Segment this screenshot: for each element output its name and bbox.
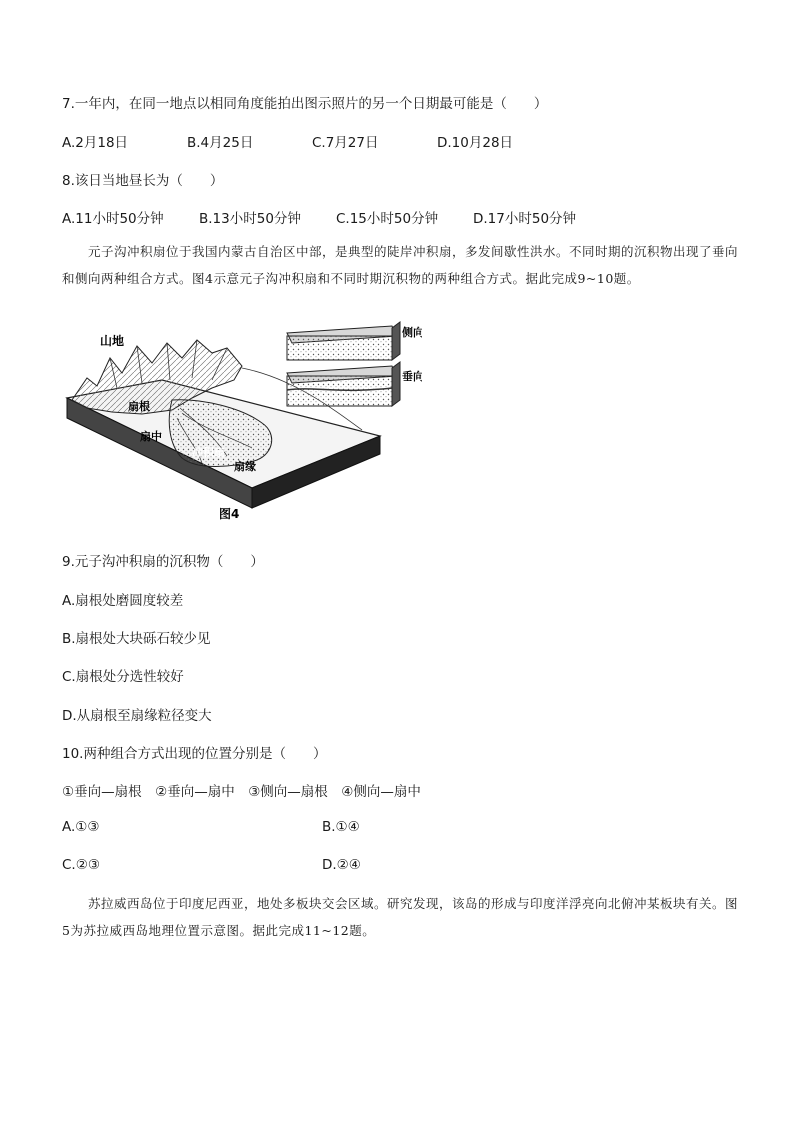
label-fan-root: 扇根 <box>128 400 150 413</box>
q10-options-row1 <box>62 819 360 835</box>
figure-4 <box>62 318 422 528</box>
q10-stem: 10.两种组合方式出现的位置分别是（ ） <box>62 746 327 762</box>
lateral-sediment-block <box>287 336 392 360</box>
q7-option-a: A.2月18日 <box>62 135 129 151</box>
q10-option-a: A.①③ <box>62 819 100 835</box>
label-mountain: 山地 <box>100 334 125 348</box>
label-fan-edge: 扇缘 <box>234 460 256 473</box>
label-lateral-1: 侧向 <box>402 326 422 339</box>
q8-option-c: C.15小时50分钟 <box>336 211 439 227</box>
vertical-sediment-block <box>287 376 392 406</box>
q10-options-row2 <box>62 857 361 873</box>
q10-option-c: C.②③ <box>62 857 100 873</box>
q9-option-d: D.从扇根至扇缘粒径变大 <box>62 708 212 724</box>
q7-option-d: D.10月28日 <box>437 135 514 151</box>
q9-option-a: A.扇根处磨圆度较差 <box>62 593 184 609</box>
q10-statements: ①垂向—扇根 ②垂向—扇中 ③侧向—扇根 ④侧向—扇中 <box>62 784 421 800</box>
q10-option-d: D.②④ <box>322 857 361 873</box>
label-alluvial-fan: 冲积扇 <box>192 446 225 459</box>
q8-option-a: A.11小时50分钟 <box>62 211 164 227</box>
figure-4-caption: 图4 <box>219 507 240 521</box>
q7-option-b: B.4月25日 <box>187 135 254 151</box>
q7-stem: 7.一年内，在同一地点以相同角度能拍出图示照片的另一个日期最可能是（ ） <box>62 96 548 112</box>
passage-alluvial-fan: 元子沟冲积扇位于我国内蒙古自治区中部，是典型的陡岸冲积扇，多发间歇性洪水。不同时期的沉积物出现了垂向和侧向两种组合方式。图4示意元子沟冲积扇和不同时期沉积物的两种组合方式。据此完成9~10题。 <box>62 244 739 286</box>
q8-option-b: B.13小时50分钟 <box>199 211 301 227</box>
q8-option-d: D.17小时50分钟 <box>473 211 577 227</box>
q8-stem: 8.该日当地昼长为（ ） <box>62 173 224 189</box>
q7-options <box>62 131 513 151</box>
q9-option-c: C.扇根处分选性较好 <box>62 669 184 685</box>
q7-option-c: C.7月27日 <box>312 135 379 151</box>
figure-4-illustration <box>62 318 422 528</box>
q8-options <box>62 207 576 227</box>
passage-sulawesi: 苏拉威西岛位于印度尼西亚，地处多板块交会区域。研究发现，该岛的形成与印度洋浮亮向北俯冲某板块有关。图5为苏拉威西岛地理位置示意图。据此完成11~12题。 <box>62 896 739 938</box>
q9-stem: 9.元子沟冲积扇的沉积物（ ） <box>62 554 264 570</box>
label-vertical-1: 垂向 <box>402 370 422 383</box>
q10-option-b: B.①④ <box>322 819 360 835</box>
label-fan-middle: 扇中 <box>140 430 162 443</box>
q9-option-b: B.扇根处大块砾石较少见 <box>62 631 211 647</box>
